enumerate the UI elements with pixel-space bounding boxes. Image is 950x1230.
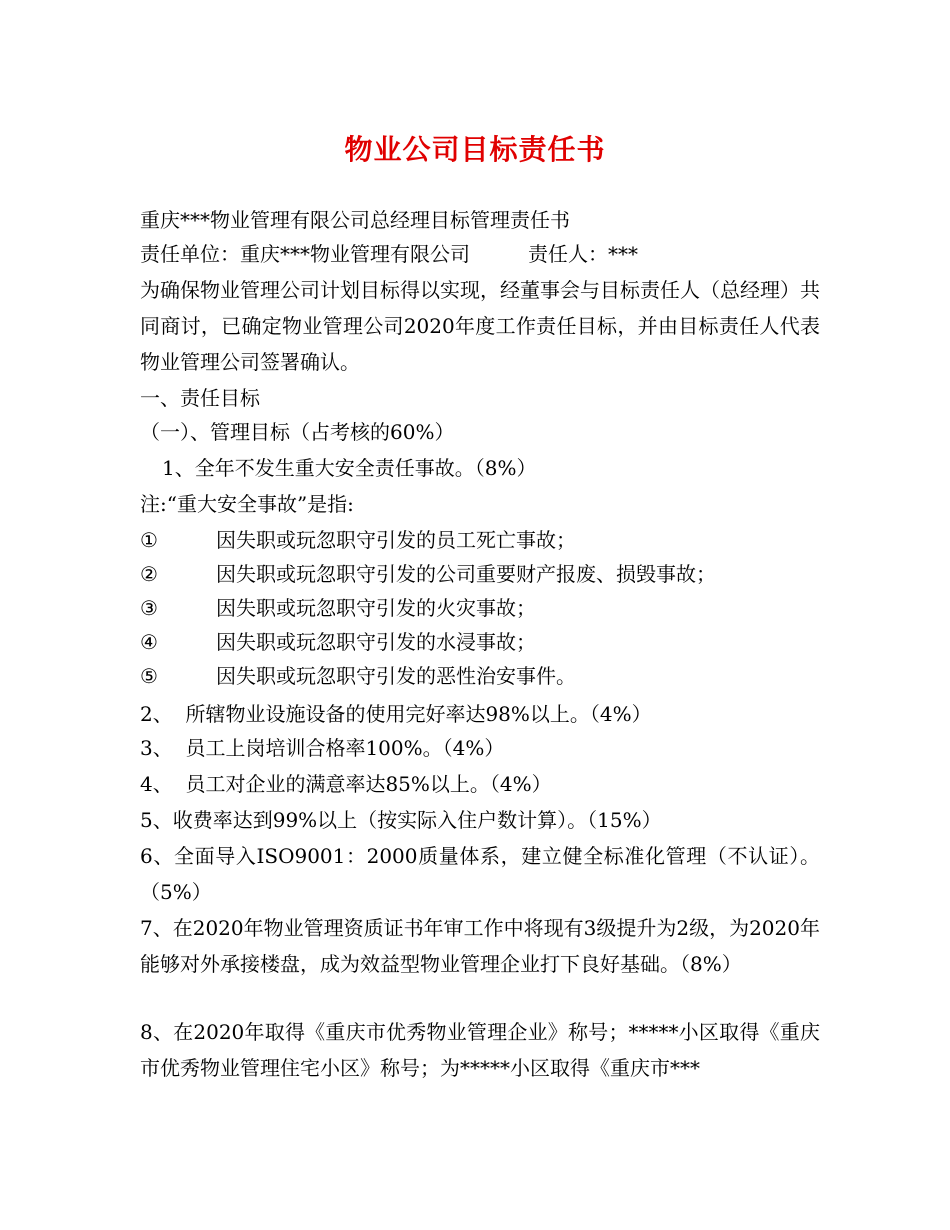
subsection-heading-management: （一）、管理目标（占考核的60%） (140, 420, 455, 444)
intro-paragraph: 为确保物业管理公司计划目标得以实现，经董事会与目标责任人（总经理）共同商讨，已确定物业管理公司2020年度工作责任目标，并由目标责任人代表物业管理公司签署确认。 (140, 278, 820, 374)
accident-marker: ③ (140, 596, 158, 620)
accident-note: 注:“重大安全事故”是指: (140, 492, 354, 516)
item-7: 7、在2020年物业管理资质证书年审工作中将现有3级提升为2级，为2020年能够对外承接楼盘，成为效益型物业管理企业打下良好基础。（8%） (140, 916, 820, 976)
responsible-unit: 责任单位：重庆***物业管理有限公司 (140, 242, 470, 266)
item-2: 2、 所辖物业设施设备的使用完好率达98%以上。（4%） (140, 702, 652, 726)
accident-text: 因失职或玩忽职守引发的火灾事故； (216, 596, 536, 620)
accident-item (140, 660, 820, 692)
item-5: 5、收费率达到99%以上（按实际入住户数计算）。（15%） (140, 808, 662, 832)
section-heading-targets: 一、责任目标 (140, 386, 260, 410)
accident-marker: ② (140, 562, 158, 586)
document-title: 物业公司目标责任书 (344, 133, 606, 166)
item-6: 6、全面导入ISO9001：2000质量体系，建立健全标准化管理（不认证）。（5%） (140, 844, 820, 904)
accident-item (140, 626, 820, 658)
document-subtitle: 重庆***物业管理有限公司总经理目标管理责任书 (140, 208, 570, 232)
accident-text: 因失职或玩忽职守引发的恶性治安事件。 (216, 664, 576, 688)
item-1: 1、全年不发生重大安全责任事故。（8%） (162, 456, 537, 480)
accident-item (140, 524, 820, 556)
responsibility-line (140, 238, 820, 270)
accident-item (140, 558, 820, 590)
item-3: 3、 员工上岗培训合格率100%。（4%） (140, 736, 505, 760)
accident-text: 因失职或玩忽职守引发的水浸事故； (216, 630, 536, 654)
item-8: 8、在2020年取得《重庆市优秀物业管理企业》称号；*****小区取得《重庆市优秀物业管理住宅小区》称号；为*****小区取得《重庆市*** (140, 1020, 820, 1080)
accident-item (140, 592, 820, 624)
accident-marker: ⑤ (140, 664, 158, 688)
accident-text: 因失职或玩忽职守引发的公司重要财产报废、损毁事故； (216, 562, 716, 586)
accident-marker: ① (140, 528, 158, 552)
item-4: 4、 员工对企业的满意率达85%以上。（4%） (140, 772, 552, 796)
responsible-person: 责任人：*** (528, 242, 638, 266)
accident-text: 因失职或玩忽职守引发的员工死亡事故； (216, 528, 576, 552)
accident-marker: ④ (140, 630, 158, 654)
